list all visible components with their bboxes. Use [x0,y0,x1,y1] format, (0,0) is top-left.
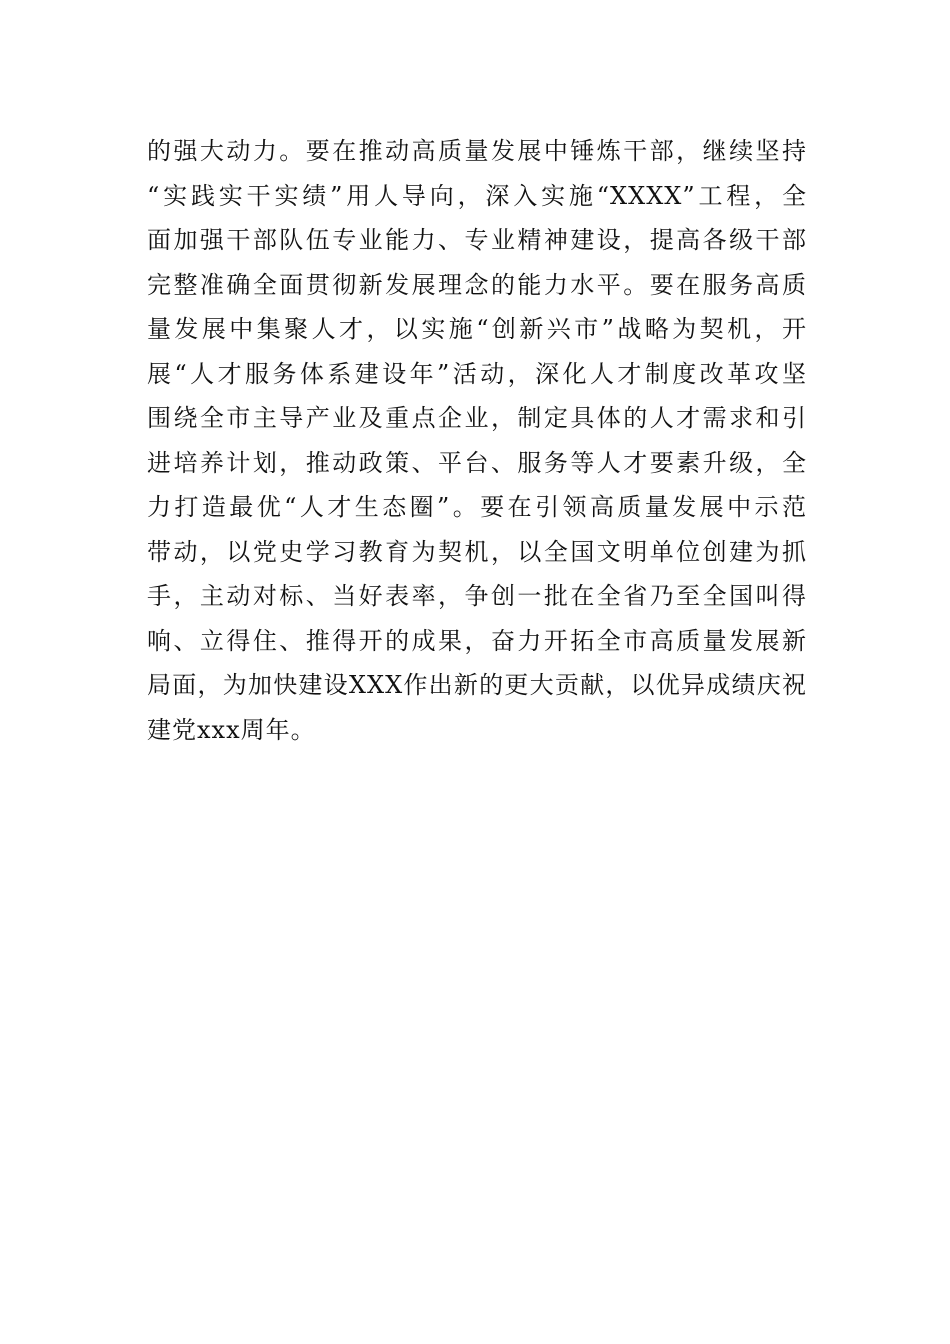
text-line: 围绕全市主导产业及重点企业，制定具体的人才需求和引 [147,404,807,432]
body-paragraph [147,129,807,752]
text-line: “实践实干实绩”用人导向，深入实施“XXXX”工程，全 [147,181,807,210]
text-line: 量发展中集聚人才，以实施“创新兴市”战略为契机，开 [147,315,807,343]
text-line-last: 建党xxx周年。 [147,715,316,744]
text-line: 响、立得住、推得开的成果，奋力开拓全市高质量发展新 [147,626,807,655]
text-line: 进培养计划，推动政策、平台、服务等人才要素升级，全 [147,448,807,477]
text-line: 面加强干部队伍专业能力、专业精神建设，提高各级干部 [147,226,807,254]
text-line: 的强大动力。要在推动高质量发展中锤炼干部，继续坚持 [147,137,807,165]
text-line: 力打造最优“人才生态圈”。要在引领高质量发展中示范 [147,493,807,521]
text-line: 完整准确全面贯彻新发展理念的能力水平。要在服务高质 [147,270,807,299]
text-line: 手，主动对标、当好表率，争创一批在全省乃至全国叫得 [147,582,807,610]
text-line: 带动，以党史学习教育为契机，以全国文明单位创建为抓 [147,537,807,566]
text-line: 展“人才服务体系建设年”活动，深化人才制度改革攻坚 [147,359,807,388]
text-line: 局面，为加快建设XXX作出新的更大贡献，以优异成绩庆祝 [147,671,807,699]
